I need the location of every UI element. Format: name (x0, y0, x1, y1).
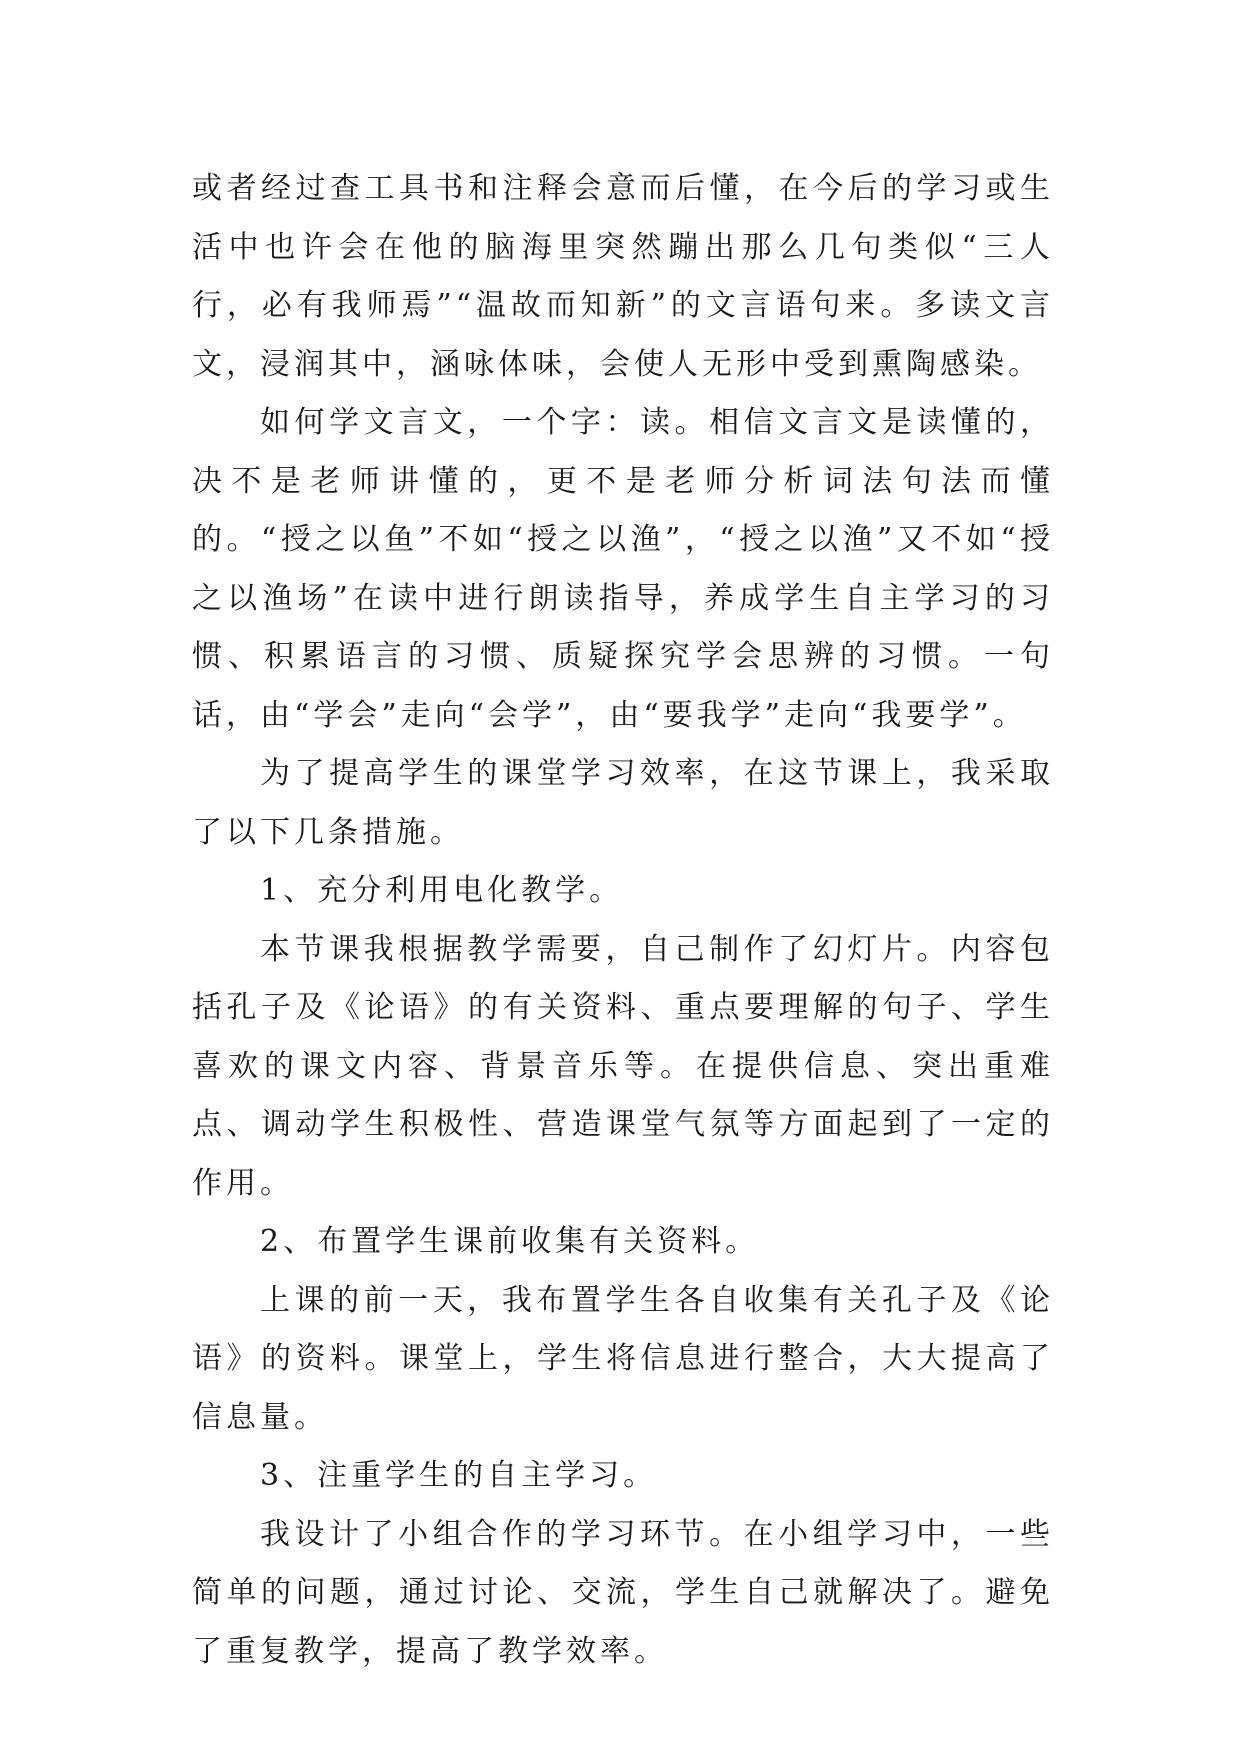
body-text (192, 160, 1054, 1681)
measure-heading-3: 3、注重学生的自主学习。 (260, 1458, 658, 1493)
paragraph-how-to-learn: 如何学文言文，一个字：读。相信文言文是读懂的，决不是老师讲懂的，更不是老师分析词法句法而懂的。“授之以鱼”不如“授之以渔”，“授之以渔”又不如“授之以渔场”在读中进行朗读指导，养成学生自主学习的习惯、积累语言的习惯、质疑探究学会思辨的习惯。一句话，由“学会”走向“会学”，由“要我学”走向“我要学”。 (192, 405, 1054, 733)
paragraph-measure-1: 本节课我根据教学需要，自己制作了幻灯片。内容包括孔子及《论语》的有关资料、重点要理解的句子、学生喜欢的课文内容、背景音乐等。在提供信息、突出重难点、调动学生积极性、营造课堂气氛等方面起到了一定的作用。 (192, 931, 1054, 1201)
measure-heading-2: 2、布置学生课前收集有关资料。 (260, 1224, 760, 1259)
paragraph-measure-2: 上课的前一天，我布置学生各自收集有关孔子及《论语》的资料。课堂上，学生将信息进行整合，大大提高了信息量。 (192, 1282, 1054, 1435)
measure-heading-1: 1、充分利用电化教学。 (260, 873, 624, 908)
paragraph-measure-3: 我设计了小组合作的学习环节。在小组学习中，一些简单的问题，通过讨论、交流，学生自己就解决了。避免了重复教学，提高了教学效率。 (192, 1516, 1054, 1669)
paragraph-measures-intro: 为了提高学生的课堂学习效率，在这节课上，我采取了以下几条措施。 (192, 756, 1054, 850)
paragraph-continued: 或者经过查工具书和注释会意而后懂，在今后的学习或生活中也许会在他的脑海里突然蹦出那么几句类似“三人行，必有我师焉”“温故而知新”的文言语句来。多读文言文，浸润其中，涵咏体味，会使人无形中受到熏陶感染。 (192, 171, 1054, 382)
